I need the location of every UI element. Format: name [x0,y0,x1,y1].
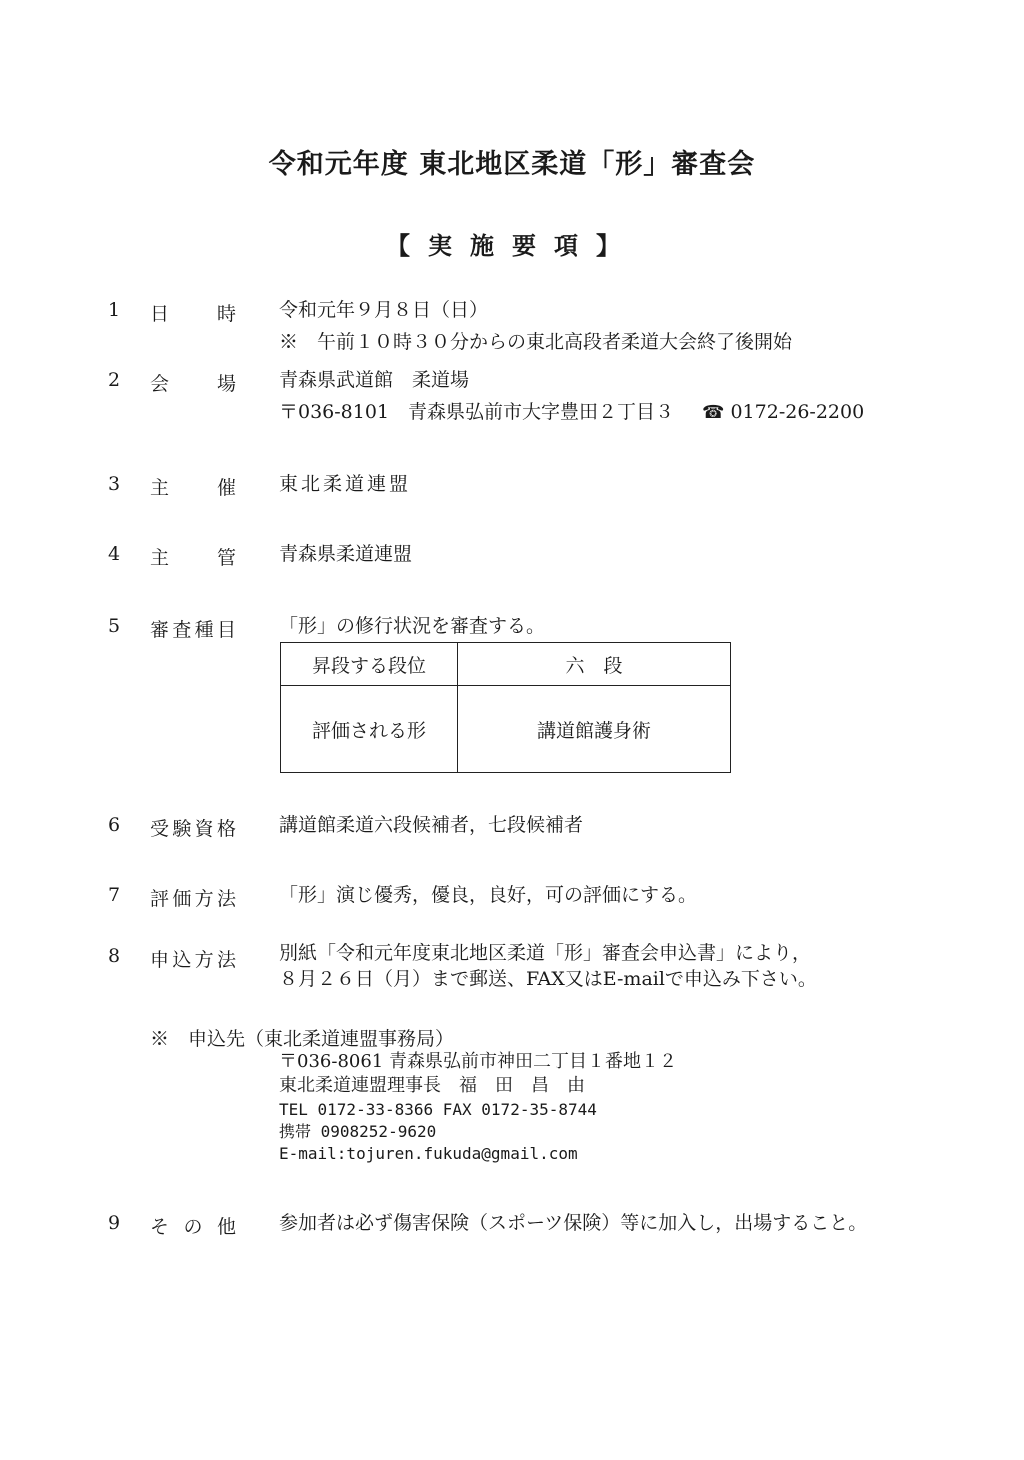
item-number: 6 [108,814,121,836]
venue-phone: 0172-26-2200 [730,401,865,423]
item-content: 青森県柔道連盟 [279,543,413,565]
item-label: 審査種目 [150,619,236,641]
document-subtitle: 【実施要項】 [386,232,638,260]
item-number: 3 [108,473,121,495]
document-title: 令和元年度 東北地区柔道「形」審査会 [268,149,756,180]
contact-heading: ※ 申込先（東北柔道連盟事務局） [150,1028,455,1050]
contact-tel-fax: TEL 0172-33-8366 FAX 0172-35-8744 [279,1100,597,1119]
item-label: 会 場 [150,373,236,395]
item-label: 評価方法 [150,888,236,910]
grade-table [280,642,731,773]
item-number: 5 [108,615,121,637]
item-number: 8 [108,945,121,967]
item-label: そ の 他 [150,1216,236,1238]
item-content: 青森県武道館 柔道場 〒036-8101 青森県弘前市大字豊田２丁目３ ☎ 0172-26-2200 [279,364,864,429]
item-label: 主 催 [150,477,236,499]
table-row [281,643,731,686]
item-number: 9 [108,1212,121,1234]
item-content: 「形」の修行状況を審査する。 [279,615,546,637]
item-content: 令和元年９月８日（日） ※ 午前１０時３０分からの東北高段者柔道大会終了後開始 [279,299,793,353]
item-label: 主 管 [150,547,236,569]
item-label: 日 時 [150,303,236,325]
item-number: 4 [108,543,121,565]
item-number: 2 [108,369,121,391]
item-number: 7 [108,884,121,906]
item-content: 講道館柔道六段候補者，七段候補者 [279,814,584,836]
table-row [281,686,731,773]
contact-email[interactable]: E-mail:tojuren.fukuda@gmail.com [279,1144,578,1163]
item-content: 東北柔道連盟 [279,473,412,495]
telephone-icon: ☎ [702,402,725,423]
item-number: 1 [108,299,121,321]
item-label: 受験資格 [150,818,236,840]
contact-address: 〒036-8061 青森県弘前市神田二丁目１番地１２ [279,1051,677,1072]
item-content: 参加者は必ず傷害保険（スポーツ保険）等に加入し，出場すること。 [279,1212,868,1234]
contact-mobile: 携帯 0908252-9620 [279,1122,437,1141]
item-label: 申込方法 [150,949,236,971]
table-cell: 六 段 [458,643,731,686]
table-cell: 評価される形 [281,686,458,773]
table-cell: 昇段する段位 [281,643,458,686]
item-content: 「形」演じ優秀，優良，良好，可の評価にする。 [279,884,698,906]
item-content: 別紙「令和元年度東北地区柔道「形」審査会申込書」により， ８月２６日（月）まで郵送、FAX又はE-mailで申込み下さい。 [279,942,817,990]
contact-person: 東北柔道連盟理事長 福 田 昌 由 [279,1075,585,1096]
table-cell: 講道館護身術 [458,686,731,773]
